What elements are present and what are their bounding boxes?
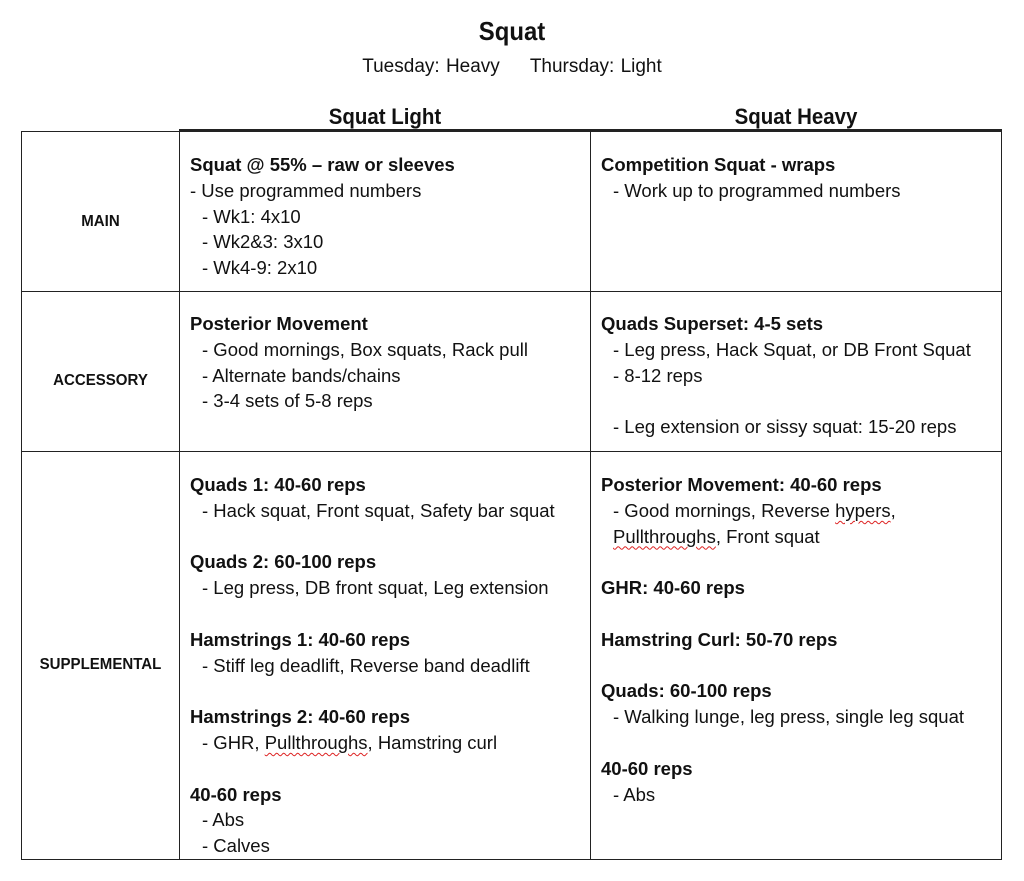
- accessory-light-line: - 3-4 sets of 5-8 reps: [202, 390, 373, 412]
- text-segment: - GHR,: [202, 731, 265, 753]
- table-row-divider-1: [21, 291, 1002, 292]
- accessory-light-heading: Posterior Movement: [190, 313, 368, 334]
- supplemental-light-line: - Stiff leg deadlift, Reverse band deadlift: [202, 654, 530, 676]
- document-title: Squat: [478, 16, 546, 46]
- accessory-heavy-heading: Quads Superset: 4-5 sets: [601, 313, 824, 334]
- column-header-squat-heavy: Squat Heavy: [734, 104, 858, 129]
- cell-main-light: [190, 152, 455, 281]
- spacer: [601, 388, 971, 414]
- row-label-supplemental: SUPPLEMENTAL: [39, 656, 162, 673]
- supplemental-light-line: - Abs: [202, 809, 245, 831]
- cell-main-heavy: [601, 152, 901, 204]
- table-bottom-border: [21, 859, 1002, 860]
- supplemental-light-line: - Leg press, DB front squat, Leg extension: [202, 577, 549, 599]
- spellcheck-flagged-word[interactable]: Pullthroughs: [613, 525, 716, 547]
- table-divider-middle: [590, 129, 591, 860]
- supplemental-heavy-line: - Walking lunge, leg press, single leg squat: [613, 706, 965, 728]
- accessory-heavy-line: - Leg extension or sissy squat: 15-20 reps: [613, 416, 957, 438]
- supplemental-light-line: - Hack squat, Front squat, Safety bar squat: [202, 499, 555, 521]
- text-segment: , Front squat: [715, 525, 820, 547]
- text-segment: ,: [890, 499, 896, 521]
- supplemental-heavy-line: - Abs: [613, 783, 656, 805]
- schedule-subtitle: [0, 56, 1024, 78]
- supplemental-heavy-heading: Hamstring Curl: 50-70 reps: [601, 628, 838, 650]
- supplemental-light-line: [190, 730, 555, 756]
- supplemental-light-heading: Hamstrings 1: 40-60 reps: [190, 628, 411, 650]
- spacer: [190, 678, 555, 704]
- spacer: [190, 524, 555, 550]
- accessory-light-line: - Alternate bands/chains: [202, 364, 401, 386]
- schedule-heavy-day: Tuesday: Heavy: [362, 56, 500, 77]
- spacer: [601, 653, 964, 679]
- main-light-line: - Use programmed numbers: [190, 179, 422, 201]
- supplemental-light-heading: 40-60 reps: [190, 783, 282, 805]
- spacer: [601, 730, 964, 756]
- schedule-light-day: Thursday: Light: [529, 56, 662, 77]
- table-divider-label: [179, 129, 180, 860]
- spacer: [190, 601, 555, 627]
- table-left-border: [21, 131, 22, 860]
- spacer: [190, 756, 555, 782]
- supplemental-heavy-line: [601, 498, 964, 524]
- main-light-heading: Squat @ 55% – raw or sleeves: [190, 154, 455, 175]
- supplemental-light-heading: Quads 2: 60-100 reps: [190, 551, 377, 573]
- supplemental-heavy-heading: Posterior Movement: 40-60 reps: [601, 474, 882, 495]
- supplemental-heavy-heading: 40-60 reps: [601, 757, 693, 779]
- text-segment: , Hamstring curl: [367, 731, 498, 753]
- supplemental-heavy-line: [601, 524, 964, 550]
- spacer: [601, 549, 964, 575]
- cell-supplemental-heavy: [601, 472, 964, 807]
- table-row-divider-2: [21, 451, 1002, 452]
- main-light-line: - Wk2&3: 3x10: [202, 231, 324, 253]
- supplemental-light-line: - Calves: [202, 835, 270, 857]
- accessory-heavy-line: - Leg press, Hack Squat, or DB Front Squat: [613, 338, 971, 360]
- row-label-accessory: ACCESSORY: [53, 372, 148, 389]
- main-heavy-heading: Competition Squat - wraps: [601, 154, 836, 175]
- accessory-light-line: - Good mornings, Box squats, Rack pull: [202, 338, 528, 360]
- spellcheck-flagged-word[interactable]: Pullthroughs: [264, 731, 368, 753]
- table-right-border: [1001, 129, 1002, 860]
- main-light-line: - Wk1: 4x10: [202, 205, 301, 227]
- cell-accessory-light: [190, 311, 528, 414]
- table-top-border-label-col: [21, 131, 180, 132]
- accessory-heavy-line: - 8-12 reps: [613, 364, 703, 386]
- spacer: [601, 601, 964, 627]
- column-header-squat-light: Squat Light: [328, 104, 442, 129]
- main-heavy-line: - Work up to programmed numbers: [613, 179, 901, 201]
- spellcheck-flagged-word[interactable]: hypers: [835, 499, 891, 521]
- main-light-line: - Wk4-9: 2x10: [202, 257, 318, 279]
- cell-accessory-heavy: [601, 311, 971, 440]
- supplemental-heavy-heading: GHR: 40-60 reps: [601, 577, 745, 599]
- row-label-main: MAIN: [81, 213, 120, 230]
- cell-supplemental-light: [190, 472, 555, 859]
- supplemental-heavy-heading: Quads: 60-100 reps: [601, 680, 772, 702]
- text-segment: - Good mornings, Reverse: [613, 499, 836, 521]
- supplemental-light-heading: Quads 1: 40-60 reps: [190, 474, 366, 495]
- supplemental-light-heading: Hamstrings 2: 40-60 reps: [190, 706, 411, 728]
